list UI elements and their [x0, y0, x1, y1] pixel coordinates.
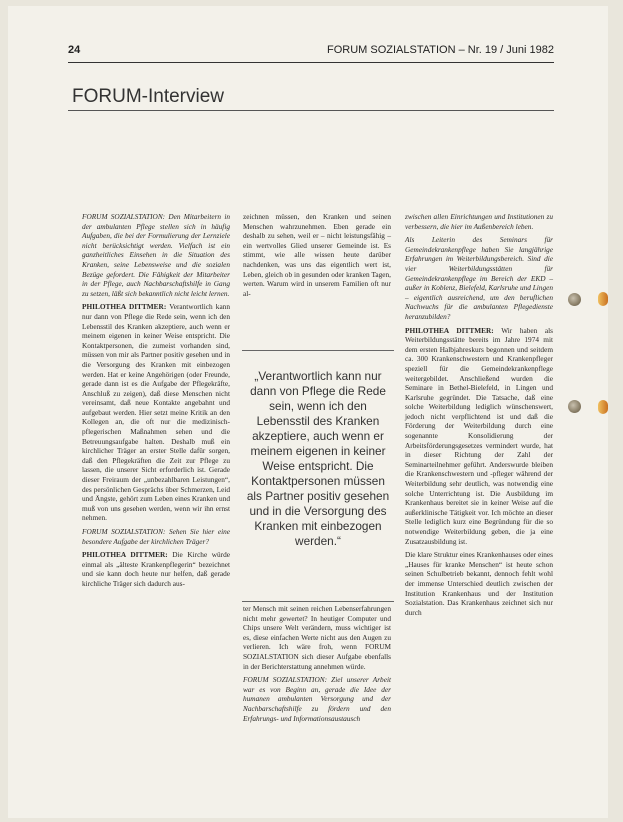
body-paragraph: ter Mensch mit seinen reichen Lebenserfahrungen nicht mehr gewertet? In heutiger Computer und Chips unsere Welt verändern, muss wichtiger ist es, diese einfachen Werte nicht aus den Augen zu verlieren. Ich wäre froh, wenn FORUM SOZIALSTATION sich dieser Aufgabe ebenfalls in der Berichterstattung annehmen würde.: [243, 604, 391, 671]
section-rule: [68, 110, 554, 111]
column-2-bottom: [243, 604, 391, 727]
pull-quote-text: „Verantwortlich kann nur dann von Pflege die Rede sein, wenn ich den Lebensstil des Kranken akzeptiere, auch wenn er meinem eigenen in keiner Weise entspricht. Die Kontaktpersonen müssen als Partner positiv gesehen und in die Versorgung des Kranken mit einbezogen werden.“: [246, 369, 390, 548]
answer-paragraph: [405, 326, 553, 547]
column-1: [82, 212, 230, 593]
body-paragraph: zeichnen müssen, den Kranken und seinen Menschen wahrzunehmen. Eben gerade ein deshalb zu sehen, weil er – nicht leistungsfähig – ein wertvolles Glied unserer Gemeinde ist. Es stimmt, wie alle wissen heute darüber nachdenken, was uns das eigentlich wert ist, Leben, gleich ob in gesunden oder kranken Tagen, werten. Warum wird in unserem Familien oft nur al-: [243, 212, 391, 298]
answer-text: Verantwortlich kann nur dann von Pflege die Rede sein, wenn ich den Lebensstil des Kranken akzeptiere, auch wenn er meinem eigenen in keiner Weise entspricht. Die Kontaktpersonen, die zumeist vorhanden sind, müssen von mir als Partner positiv gesehen und in die Versorgung des Kranken mit einbezogen werden. Hat er keine Angehörigen (oder Freunde, gerade dann ist es die Aufgabe der Pflegekräfte, Anschluß zu zeigen), daß diese Menschen nicht vereinsamt, daß neue Kontakte angebahnt und aufgebaut werden. Hier setzt meine Kritik an den Kollegen an, die oft nur die medizinisch-pflegerischen Maßnahmen sehen und die Betreuungsaufgabe halten. Deshalb muß ein kirchlicher Träger an erster Stelle dafür sorgen, daß den Pflegekräften die Zeit zur Pflege zu lassen, die unserer Sicht erforderlich ist. Gerade dieser Freiraum der „unbezahlbaren Leistungen“, des persönlichen Gesprächs über Schmerzen, Leid und Ängste, gehört zum Leben eines Kranken und muß von uns gesehen werden, wenn wir ihn ernst nehmen.: [82, 302, 230, 523]
question-paragraph: zwischen allen Einrichtungen und Institutionen zu verbessern, die hier im Außenbereich leben.: [405, 212, 553, 231]
answer-paragraph: [82, 550, 230, 588]
answer-paragraph: [82, 302, 230, 523]
question-paragraph: FORUM SOZIALSTATION: Den Mitarbeitern in der ambulanten Pflege stellen sich in häufig Aufgaben, die bei der Formulierung der Lernziele nicht berücksichtigt werden. Vielfach ist ein ganzheitliches Einsehen in die Situation des Kranken, seine Lebensweise und die sozialen Bezüge gefordert. Die Fähigkeit der Mitarbeiter in der Pflege, auch Nachbarschaftshilfe in Gang zu setzen, läßt sich bekanntlich nicht leicht lernen.: [82, 212, 230, 298]
pull-quote: [242, 350, 394, 602]
column-3: [405, 212, 553, 621]
answer-text: Wir haben als Weiterbildungsstätte bereits im Jahre 1974 mit dem ersten Halbjahreskurs begonnen und seitdem ca. 300 Krankenschwestern und Krankenpfleger speziell für die Gemeindekrankenpflege weitergebildet. Anschließend wurden die Seminare in Bethel-Bielefeld, in Lingen und Karlsruhe gegründet. Die Tatsache, daß eine solche Weiterbildung lediglich wünschenswert, jedoch nicht verpflichtend ist und daß die Förderung der Weiterbildung durch eine sogenannte Konsolidierung der Arbeitsförderungsgesetzes vermindert wurde, hat in dieser Richtung der Zahl der Seminarteilnehmer geführt. Anderswurde bleiben die Krankenschwestern und -pfleger während der Weiterbildung sehr deutlich, was notwendig eine solche Unterrichtung ist. Die Ausbildung im Krankenhaus bereitet sie in keiner Weise auf die außerklinische Tätigkeit vor. Ich möchte an dieser Stelle lediglich kurz eine Begründung für die so notwendige Weiterbildung geben, die ja eine Zusatzausbildung ist.: [405, 325, 553, 546]
page-number: 24: [68, 44, 81, 56]
section-title: FORUM-Interview: [72, 86, 225, 107]
punch-hole-icon: [568, 400, 581, 413]
magazine-issue: FORUM SOZIALSTATION – Nr. 19 / Juni 1982: [327, 44, 554, 56]
column-2-top: [243, 212, 391, 302]
question-paragraph: Als Leiterin des Seminars für Gemeindekrankenpflege haben Sie langjährige Erfahrungen im Weiterbildungsbereich. Sind die vier Weiterbildungsstätten für Gemeindekrankenpflege im Bereich der EKD – außer in Koblenz, Bielefeld, Karlsruhe und Lingen – eigentlich ausreichend, um den beruflichen Nachwuchs für die ambulanten Pflegedienste heranzubilden?: [405, 235, 553, 321]
binder-clip-icon: [598, 400, 608, 414]
binder-clip-icon: [598, 292, 608, 306]
speaker-label: PHILOTHEA DITTMER:: [82, 302, 167, 312]
punch-hole-icon: [568, 293, 581, 306]
speaker-label: PHILOTHEA DITTMER:: [405, 325, 494, 335]
body-paragraph: Die klare Struktur eines Krankenhauses oder eines „Hauses für kranke Menschen“ ist heute schon seinen Schulbetrieb bekannt, dennoch fehlt wohl der immense Unterschied deutlich zwischen der Institution Krankenhaus und der Institution Sozialstation. Das Krankenhaus zeichnet sich nur durch: [405, 550, 553, 617]
question-paragraph: FORUM SOZIALSTATION: Sehen Sie hier eine besondere Aufgabe der kirchlichen Träger?: [82, 527, 230, 546]
question-paragraph: FORUM SOZIALSTATION: Ziel unserer Arbeit war es von Beginn an, gerade die Idee der humanen ambulanten Versorgung und der Nachbarschaftshilfe zu fördern und den Erfahrungs- und Informationsaustausch: [243, 675, 391, 723]
answer-text: Die Kirche würde einmal als „älteste Krankenpflegerin“ bezeichnet und sie kann doch heute nur helfen, daß gerade kirchliche Träger sich dadurch aus-: [82, 550, 230, 588]
speaker-label: PHILOTHEA DITTMER:: [82, 550, 168, 560]
header-rule: [68, 62, 554, 63]
